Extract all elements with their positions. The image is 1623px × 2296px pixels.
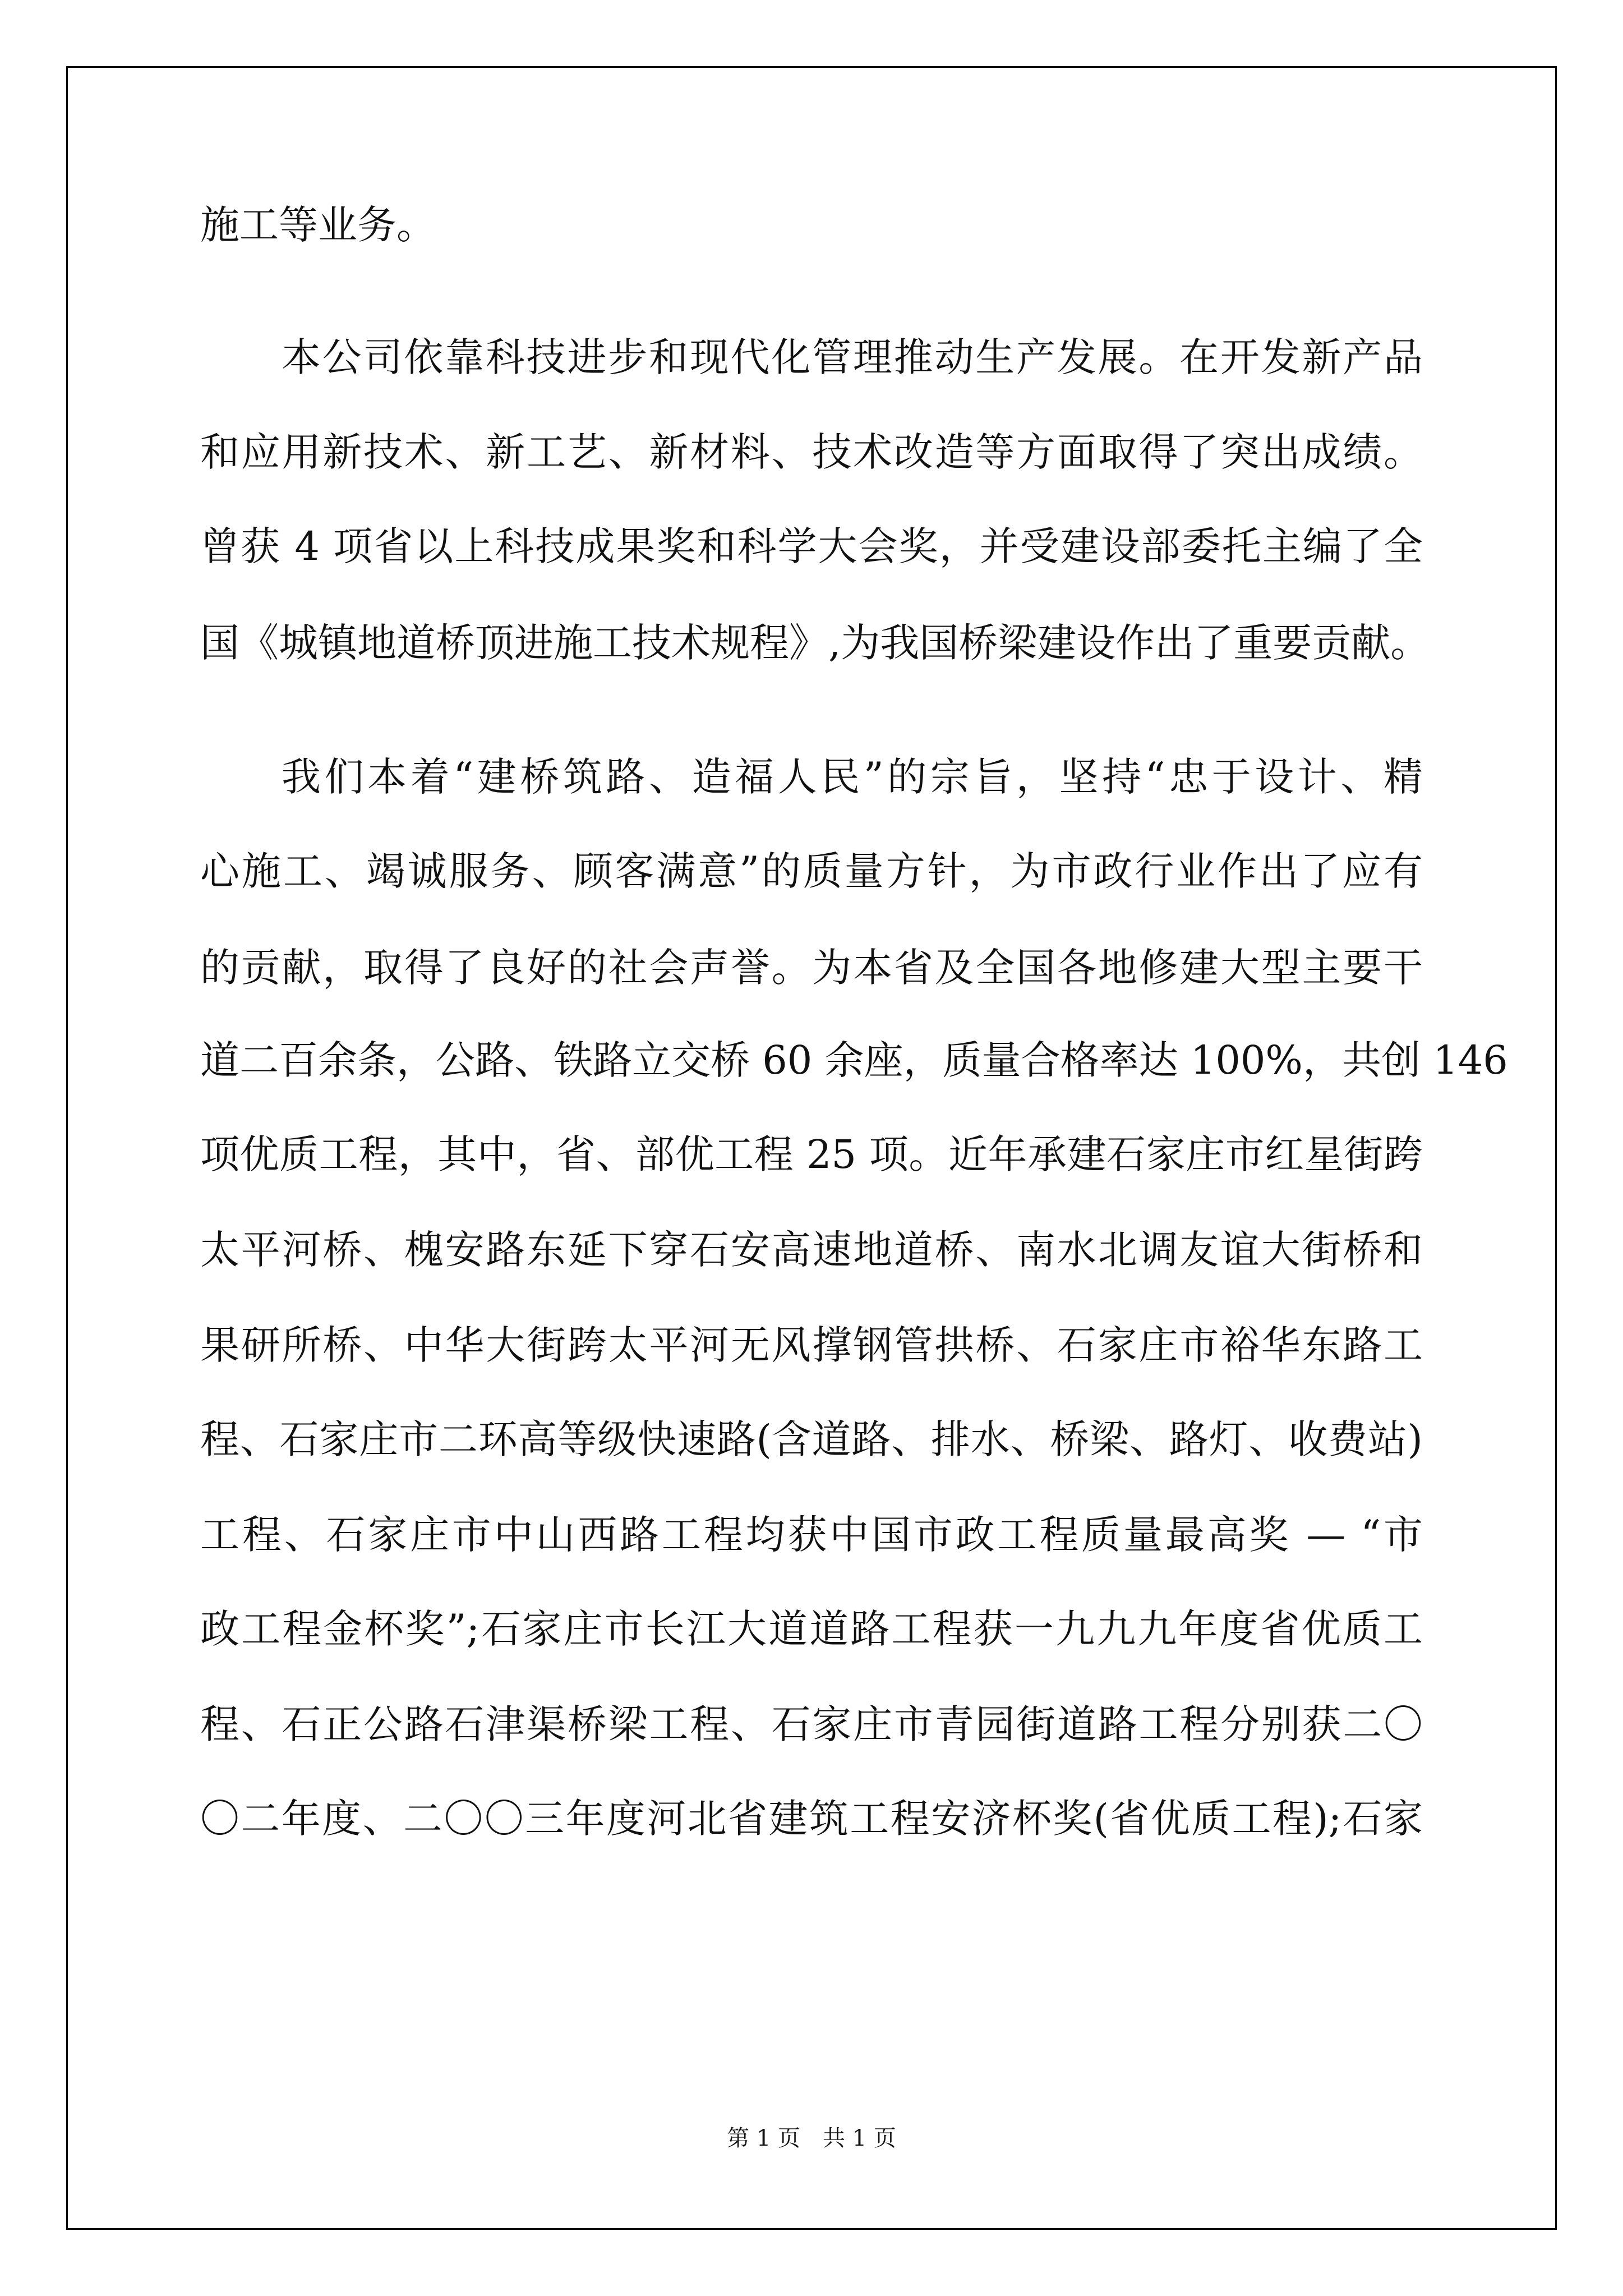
text-line: 工程、石家庄市中山西路工程均获中国市政工程质量最高奖 — “市 xyxy=(200,1512,1423,1558)
text-line: 施工等业务。 xyxy=(200,202,436,248)
text-line: 〇二年度、二〇〇三年度河北省建筑工程安济杯奖(省优质工程);石家 xyxy=(200,1796,1423,1842)
text-line: 太平河桥、槐安路东延下穿石安高速地道桥、南水北调友谊大街桥和 xyxy=(200,1227,1423,1273)
text-line: 道二百余条，公路、铁路立交桥 60 余座，质量合格率达 100%，共创 146 xyxy=(200,1037,1508,1083)
text-line: 国《城镇地道桥顶进施工技术规程》,为我国桥梁建设作出了重要贡献。 xyxy=(200,620,1430,666)
paragraph-start-line: 我们本着“建桥筑路、造福人民”的宗旨，坚持“忠于设计、精 xyxy=(282,754,1423,800)
text-line: 心施工、竭诚服务、顾客满意”的质量方针，为市政行业作出了应有 xyxy=(200,848,1423,894)
text-line: 项优质工程，其中，省、部优工程 25 项。近年承建石家庄市红星街跨 xyxy=(200,1131,1423,1177)
text-line: 曾获 4 项省以上科技成果奖和科学大会奖，并受建设部委托主编了全 xyxy=(200,523,1423,569)
text-line: 果研所桥、中华大街跨太平河无风撑钢管拱桥、石家庄市裕华东路工 xyxy=(200,1322,1423,1368)
text-line: 程、石家庄市二环高等级快速路(含道路、排水、桥梁、路灯、收费站) xyxy=(200,1416,1423,1462)
text-line: 和应用新技术、新工艺、新材料、技术改造等方面取得了突出成绩。 xyxy=(200,429,1423,475)
text-line: 的贡献，取得了良好的社会声誉。为本省及全国各地修建大型主要干 xyxy=(200,945,1423,991)
page-footer: 第 1 页 共 1 页 xyxy=(727,2125,896,2151)
text-line: 政工程金杯奖”;石家庄市长江大道道路工程获一九九九年度省优质工 xyxy=(200,1606,1423,1652)
paragraph-start-line: 本公司依靠科技进步和现代化管理推动生产发展。在开发新产品 xyxy=(282,334,1423,380)
text-line: 程、石正公路石津渠桥梁工程、石家庄市青园街道路工程分别获二〇 xyxy=(200,1701,1423,1747)
